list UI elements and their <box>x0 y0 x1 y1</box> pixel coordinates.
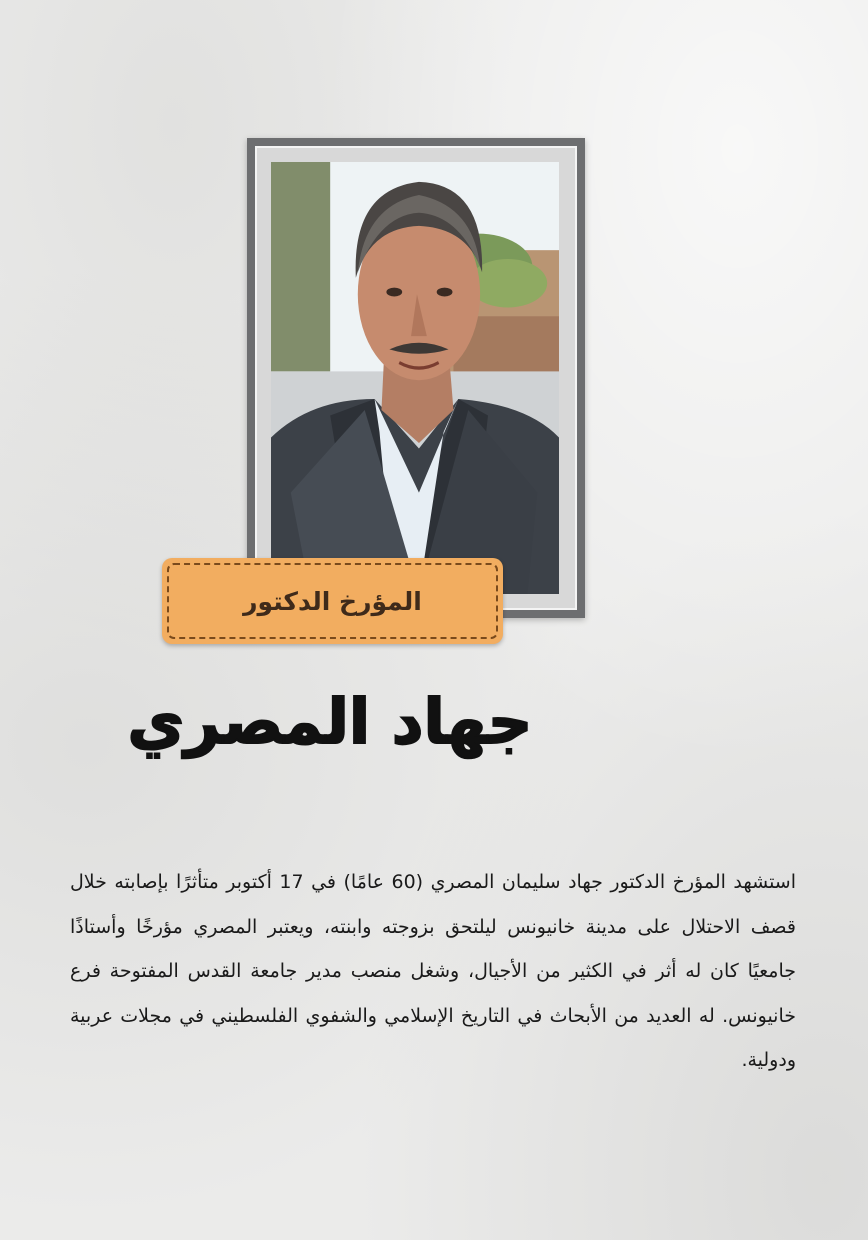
portrait-illustration <box>271 162 559 594</box>
photo-mat <box>255 146 577 610</box>
name-heading: جهاد المصري <box>127 685 533 758</box>
title-badge <box>162 558 503 644</box>
bio-paragraph: استشهد المؤرخ الدكتور جهاد سليمان المصري (60 عامًا) في 17 أكتوبر متأثرًا بإصابته خلال قصف الاحتلال على مدينة خانيونس ليلتحق بزوجته وابنته، ويعتبر المصري مؤرخًا وأستاذًا جامعيًا كان له أثر في الكثير من الأجيال، وشغل منصب مدير جامعة القدس المفتوحة فرع خانيونس. له العديد من الأبحاث في التاريخ الإسلامي والشفوي الفلسطيني في مجلات عربية ودولية. <box>70 871 797 1071</box>
portrait-photo <box>271 162 559 594</box>
title-badge-dashed-border <box>167 563 498 639</box>
title-badge-text: المؤرخ الدكتور <box>243 586 422 616</box>
photo-frame <box>247 138 585 618</box>
